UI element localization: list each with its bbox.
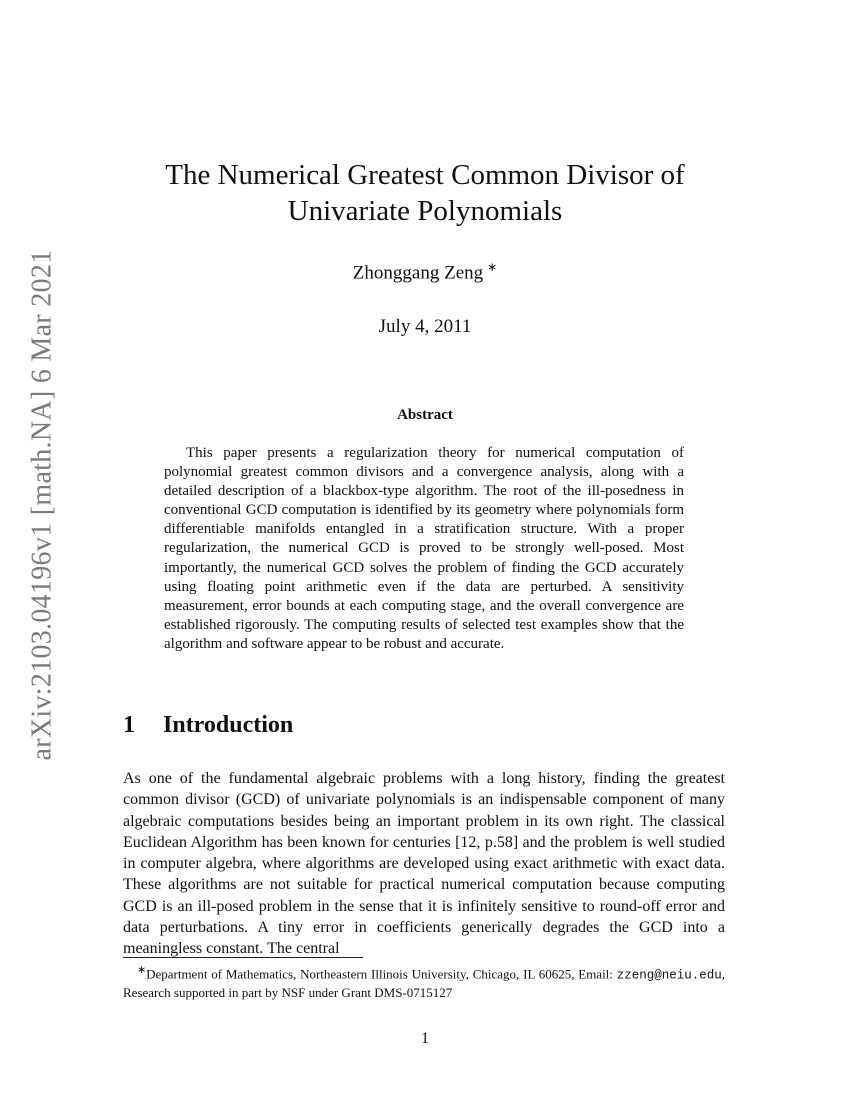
author-footnote-mark: ∗ [487,260,498,274]
introduction-text: As one of the fundamental algebraic problems with a long history, finding the greatest common divisor (GCD) of univariate polynomials is an indispensable component of many algebraic computations besides being an important problem in its own right. The classical Euclidean Algorithm has been known for centuries [12, p.58] and the problem is well studied in computer algebra, where algorithms are developed using exact arithmetic with exact data. These algorithms are not suitable for practical numerical computation because computing GCD is an ill-posed problem in the sense that it is infinitely sensitive to round-off error and data perturbations. A tiny error in coefficients generically degrades the GCD into a meaningless constant. The central [123,770,725,958]
section-heading [123,712,293,739]
footnote-mark: ∗ [137,964,147,976]
footnote [123,962,725,1001]
paper-date: July 4, 2011 [378,316,472,337]
section-number: 1 [123,712,135,738]
footnote-funding-text: , Research supported in part by NSF under Grant DMS-0715127 [123,966,725,1001]
author-line [125,260,725,284]
abstract-text: This paper presents a regularization theory for numerical computation of polynomial greatest common divisors and a convergence analysis, along with a detailed description of a blackbox-type algorithm. The root of the ill-posedness in conventional GCD computation is identified by its geometry where polynomials form differentiable manifolds entangled in a stratification structure. With a proper regularization, the numerical GCD is proved to be strongly well-posed. Most importantly, the numerical GCD solves the problem of finding the GCD accurately using floating point arithmetic even if the data are perturbed. A sensitivity measurement, error bounds at each computing stage, and the overall convergence are established rigorously. The computing results of selected test examples show that the algorithm and software appear to be robust and accurate. [164,445,684,652]
footnote-email: zzeng@neiu.edu [616,968,722,983]
paper-title-line-2: Univariate Polynomials [287,195,563,227]
abstract-heading: Abstract [397,407,453,423]
arxiv-identifier-text: arXiv:2103.04196v1 [math.NA] 6 Mar 2021 [26,249,57,761]
footnote-divider [123,957,363,958]
paper-title [125,157,725,229]
section-title: Introduction [163,712,294,738]
paper-title-line-1: The Numerical Greatest Common Divisor of [165,159,685,191]
page-number: 1 [421,1030,429,1047]
arxiv-identifier-stamp [22,250,62,760]
footnote-affiliation-text: Department of Mathematics, Northeastern Illinois University, Chicago, IL 60625, Email: [146,966,617,982]
author-name: Zhonggang Zeng [352,262,484,284]
